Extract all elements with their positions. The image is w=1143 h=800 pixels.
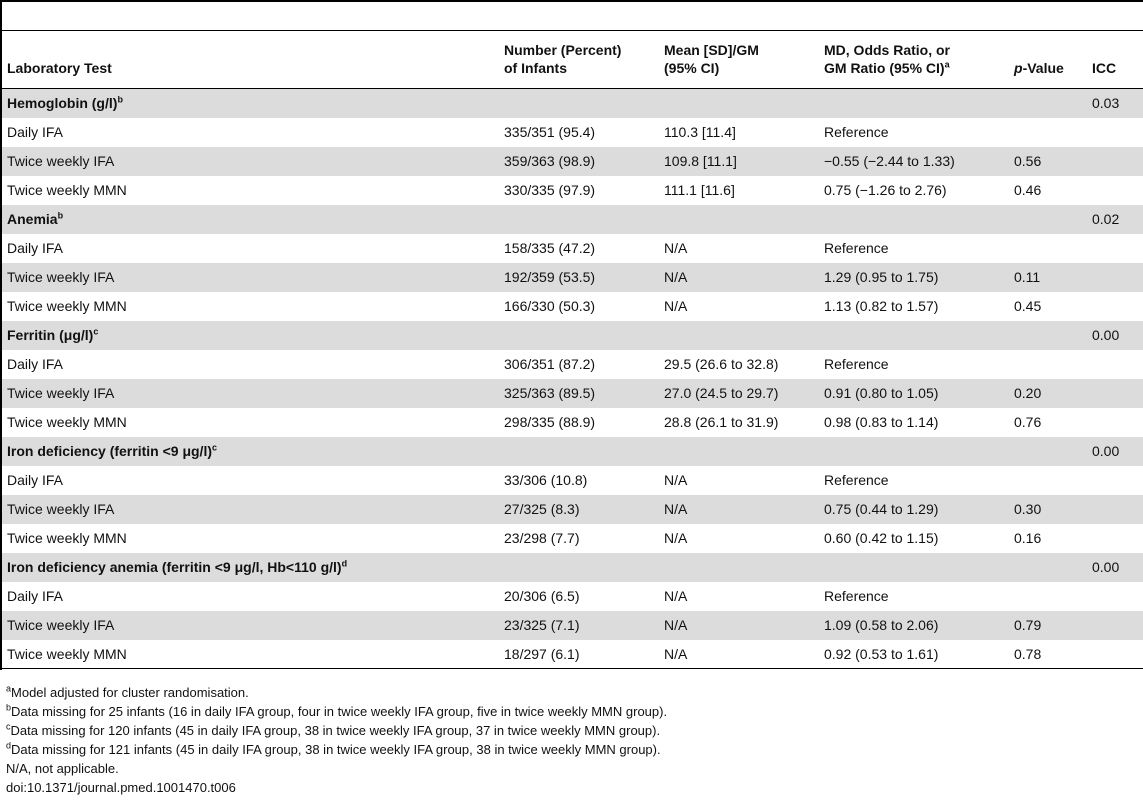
row-p: 0.45 xyxy=(1014,298,1042,314)
row-icc xyxy=(1087,350,1143,379)
row-icc xyxy=(1087,466,1143,495)
row-mean: N/A xyxy=(664,269,688,285)
header-p-value: p-Value xyxy=(1014,60,1064,76)
row-number: 23/325 (7.1) xyxy=(504,617,580,633)
row-icc xyxy=(1087,524,1143,553)
section-row-hemoglobin xyxy=(2,89,1143,118)
row-label: Twice weekly IFA xyxy=(7,501,115,517)
row-icc xyxy=(1087,176,1143,205)
row-number: 359/363 (98.9) xyxy=(504,153,596,169)
row-number: 23/298 (7.7) xyxy=(504,530,580,546)
table-row xyxy=(2,611,1143,640)
row-md: 0.91 (0.80 to 1.05) xyxy=(824,385,939,401)
row-label: Twice weekly MMN xyxy=(7,530,127,546)
row-icc xyxy=(1087,495,1143,524)
row-number: 166/330 (50.3) xyxy=(504,298,596,314)
row-md: 0.75 (0.44 to 1.29) xyxy=(824,501,939,517)
section-icc: 0.00 xyxy=(1092,559,1120,575)
row-number: 298/335 (88.9) xyxy=(504,414,596,430)
table-row xyxy=(2,350,1143,379)
row-p: 0.78 xyxy=(1014,645,1042,662)
header-row xyxy=(2,31,1143,89)
row-mean: N/A xyxy=(664,240,688,256)
row-p: 0.20 xyxy=(1014,385,1042,401)
row-mean: N/A xyxy=(664,530,688,546)
table-row xyxy=(2,234,1143,263)
row-md: 0.60 (0.42 to 1.15) xyxy=(824,530,939,546)
row-label: Daily IFA xyxy=(7,356,64,372)
section-icc: 0.02 xyxy=(1092,211,1120,227)
table-row xyxy=(2,524,1143,553)
table-row xyxy=(2,118,1143,147)
table-row xyxy=(2,147,1143,176)
row-p xyxy=(1009,118,1087,147)
row-md: Reference xyxy=(824,124,889,140)
header-md: MD, Odds Ratio, or GM Ratio (95% CI)$^a$ xyxy=(824,42,950,76)
table-row xyxy=(2,495,1143,524)
row-md: Reference xyxy=(824,472,889,488)
table-body xyxy=(2,89,1143,669)
table-row xyxy=(2,379,1143,408)
row-number: 192/359 (53.5) xyxy=(504,269,596,285)
row-icc xyxy=(1087,118,1143,147)
row-number: 27/325 (8.3) xyxy=(504,501,580,517)
header-number: Number (Percent) of Infants xyxy=(504,42,622,76)
row-label: Twice weekly IFA xyxy=(7,153,115,169)
table-row xyxy=(2,640,1143,669)
row-md: 1.09 (0.58 to 2.06) xyxy=(824,617,939,633)
footnotes xyxy=(6,683,1136,797)
table-row xyxy=(2,582,1143,611)
row-md: 1.29 (0.95 to 1.75) xyxy=(824,269,939,285)
row-p: 0.46 xyxy=(1014,182,1042,198)
doi-link[interactable]: doi:10.1371/journal.pmed.1001470.t006 xyxy=(6,780,236,795)
table-row xyxy=(2,408,1143,437)
table-row xyxy=(2,292,1143,321)
row-icc xyxy=(1087,640,1143,669)
row-icc xyxy=(1087,582,1143,611)
row-p: 0.11 xyxy=(1014,269,1041,285)
row-number: 330/335 (97.9) xyxy=(504,182,596,198)
section-row-ferritin xyxy=(2,321,1143,350)
section-title: Hemoglobin $(g/l)^b$ xyxy=(7,94,123,112)
row-p: 0.76 xyxy=(1014,414,1042,430)
row-label: Twice weekly MMN xyxy=(7,182,127,198)
row-number: 18/297 (6.1) xyxy=(504,645,580,662)
row-number: 335/351 (95.4) xyxy=(504,124,596,140)
header-laboratory-test: Laboratory Test xyxy=(7,60,112,76)
row-md: −0.55 (−2.44 to 1.33) xyxy=(824,153,955,169)
row-icc xyxy=(1087,379,1143,408)
section-row-iron-deficiency-anemia xyxy=(2,553,1143,582)
table-row xyxy=(2,466,1143,495)
row-md: 0.98 (0.83 to 1.14) xyxy=(824,414,939,430)
row-md: Reference xyxy=(824,240,889,256)
row-label: Twice weekly IFA xyxy=(7,385,115,401)
results-table xyxy=(2,30,1143,669)
row-md: Reference xyxy=(824,356,889,372)
row-label: Daily IFA xyxy=(7,240,64,256)
row-number: 325/363 (89.5) xyxy=(504,385,596,401)
row-mean: 110.3 [11.4] xyxy=(664,124,736,140)
row-p xyxy=(1009,466,1087,495)
row-number: 20/306 (6.5) xyxy=(504,588,580,604)
section-row-anemia xyxy=(2,205,1143,234)
table-row xyxy=(2,263,1143,292)
row-icc xyxy=(1087,263,1143,292)
row-md: 1.13 (0.82 to 1.57) xyxy=(824,298,939,314)
section-icc: 0.03 xyxy=(1092,95,1120,112)
row-mean: N/A xyxy=(664,645,688,662)
row-p: 0.56 xyxy=(1014,153,1042,169)
top-rule xyxy=(0,0,1143,2)
footnote-a: $^a$Model adjusted for cluster randomisation. xyxy=(6,683,249,700)
header-icc: ICC xyxy=(1092,60,1117,76)
row-p: 0.79 xyxy=(1014,617,1042,633)
row-mean: N/A xyxy=(664,501,688,517)
row-md: 0.75 (−1.26 to 2.76) xyxy=(824,182,947,198)
row-md: 0.92 (0.53 to 1.61) xyxy=(824,645,939,662)
row-p: 0.30 xyxy=(1014,501,1042,517)
table-header xyxy=(2,31,1143,89)
row-icc xyxy=(1087,292,1143,321)
section-icc: 0.00 xyxy=(1092,443,1120,459)
row-label: Daily IFA xyxy=(7,472,64,488)
row-p xyxy=(1009,350,1087,379)
footnote-b: $^b$Data missing for 25 infants (16 in daily IFA group, four in twice weekly IFA group, five in twice weekly MMN group). xyxy=(6,702,668,719)
section-title: Iron deficiency anemia (ferritin <9 μg/l, Hb<110 g/l)$^d$ xyxy=(7,558,348,575)
row-icc xyxy=(1087,611,1143,640)
row-label: Twice weekly IFA xyxy=(7,269,115,285)
row-label: Twice weekly MMN xyxy=(7,645,127,662)
footnote-c: $^c$Data missing for 120 infants (45 in daily IFA group, 38 in twice weekly IFA group, 37 in twice weekly MMN group). xyxy=(6,721,661,738)
row-p xyxy=(1009,582,1087,611)
row-mean: 29.5 (26.6 to 32.8) xyxy=(664,356,779,372)
row-label: Daily IFA xyxy=(7,124,64,140)
footnote-na: N/A, not applicable. xyxy=(6,761,119,776)
row-p: 0.16 xyxy=(1014,530,1042,546)
row-mean: 109.8 [11.1] xyxy=(664,153,737,169)
row-mean: 27.0 (24.5 to 29.7) xyxy=(664,385,779,401)
row-icc xyxy=(1087,234,1143,263)
row-number: 306/351 (87.2) xyxy=(504,356,596,372)
row-icc xyxy=(1087,147,1143,176)
row-md: Reference xyxy=(824,588,889,604)
row-mean: 111.1 [11.6] xyxy=(664,182,735,198)
header-mean: Mean [SD]/GM (95% CI) xyxy=(664,42,759,76)
row-p xyxy=(1009,234,1087,263)
section-icc: 0.00 xyxy=(1092,327,1120,343)
row-mean: 28.8 (26.1 to 31.9) xyxy=(664,414,779,430)
row-mean: N/A xyxy=(664,588,688,604)
section-row-iron-deficiency xyxy=(2,437,1143,466)
section-title: Anemia$^b$ xyxy=(7,210,64,227)
row-mean: N/A xyxy=(664,472,688,488)
table-row xyxy=(2,176,1143,205)
row-number: 33/306 (10.8) xyxy=(504,472,588,488)
row-label: Twice weekly IFA xyxy=(7,617,115,633)
section-title: Iron deficiency (ferritin <9 μg/l)$^c$ xyxy=(7,442,218,459)
row-label: Twice weekly MMN xyxy=(7,298,127,314)
row-mean: N/A xyxy=(664,617,688,633)
row-label: Daily IFA xyxy=(7,588,64,604)
row-mean: N/A xyxy=(664,298,688,314)
row-icc xyxy=(1087,408,1143,437)
row-label: Twice weekly MMN xyxy=(7,414,127,430)
row-number: 158/335 (47.2) xyxy=(504,240,596,256)
section-title: Ferritin $(\mu g/l)^c$ xyxy=(7,326,99,343)
footnote-d: $^d$Data missing for 121 infants (45 in daily IFA group, 38 in twice weekly IFA group, 38 in twice weekly MMN group). xyxy=(6,740,661,757)
